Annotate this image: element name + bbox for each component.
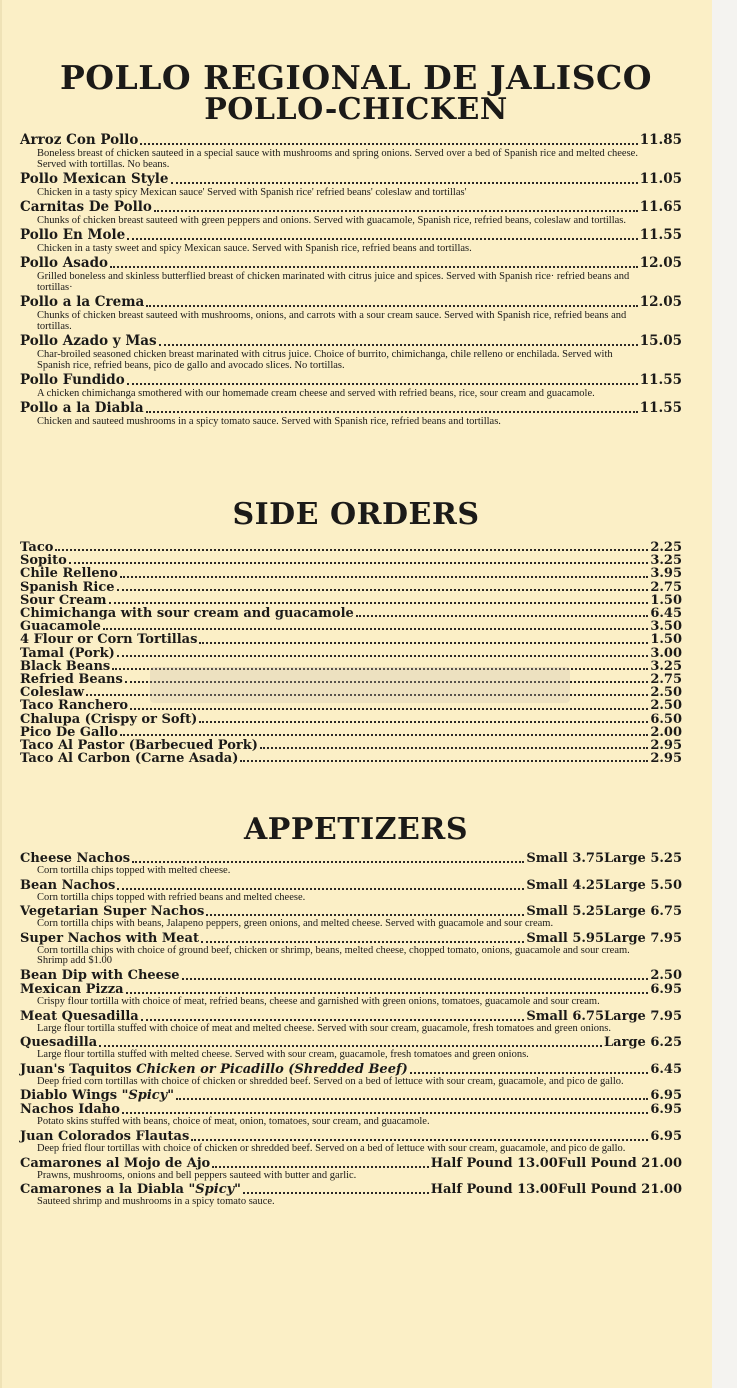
side-order-row: [20, 567, 682, 580]
appetizer-description: Crispy flour tortilla with choice of meat, refried beans, cheese and garnished with green onions, tomatoes, guacamole and sour cream.: [37, 995, 600, 1007]
item-name: Pollo a la Crema: [20, 294, 145, 310]
appetizer-price-large: Large 6.75: [604, 904, 682, 920]
appetizer-item: [20, 969, 682, 983]
item-name: Pollo Azado y Mas: [20, 333, 157, 349]
menu-item: [20, 334, 682, 371]
appetizer-price-large: Large 5.50: [604, 877, 682, 893]
appetizer-name-text: Juan Colorados Flautas: [20, 1128, 190, 1144]
appetizer-item: [20, 1130, 682, 1155]
appetizer-name: [20, 1063, 408, 1077]
menu-item: [20, 172, 682, 198]
menu-item-row: [20, 373, 682, 388]
appetizer-price: 6.95: [650, 1088, 682, 1104]
side-order-price: 3.95: [650, 566, 682, 582]
menu-item-row: [20, 334, 682, 349]
appetizer-name-text: Meat Quesadilla: [20, 1008, 139, 1024]
side-order-name: Taco: [20, 540, 54, 555]
side-order-price: 2.50: [650, 685, 682, 701]
appetizer-row: [20, 1063, 682, 1077]
appetizer-item: [20, 1089, 682, 1103]
appetizer-description: Corn tortilla chips topped with melted cheese.: [37, 865, 231, 876]
appetizer-name-text: Cheese Nachos: [20, 851, 131, 866]
dot-leader: [154, 210, 638, 212]
menu-item-row: [20, 256, 682, 271]
appetizer-item: [20, 1157, 682, 1182]
page-margin: [712, 0, 737, 1388]
appetizer-name-text: Super Nachos with Meat: [20, 930, 199, 946]
item-description: A chicken chimichanga smothered with our homemade cream cheese and served with refried beans, rice, sour cream and guacamole.: [37, 388, 595, 399]
page-title: POLLO REGIONAL DE JALISCO: [59, 58, 653, 97]
side-order-price: 6.45: [650, 606, 682, 622]
menu-item: [20, 256, 682, 293]
dot-leader: [69, 562, 649, 564]
section-title-side-orders: SIDE ORDERS: [232, 497, 480, 532]
menu-item-row: [20, 401, 682, 416]
dot-leader: [410, 1072, 649, 1074]
side-order-name: Tamal (Pork): [20, 645, 115, 661]
item-price: 12.05: [639, 294, 682, 310]
appetizer-name: [20, 1036, 97, 1050]
item-description: Grilled boneless and skinless butterflied breast of chicken marinated with citrus juice and spices. Served with Spanish rice· refried beans and tortillas·: [37, 271, 630, 293]
appetizer-name-text: Mexican Pizza: [20, 981, 124, 997]
appetizer-name-note: Chicken or Picadillo (Shredded Beef): [136, 1061, 408, 1077]
dot-leader: [117, 888, 524, 890]
side-order-name: 4 Flour or Corn Tortillas: [20, 632, 198, 648]
side-order-row: [20, 607, 682, 620]
appetizer-row: [20, 969, 682, 983]
dot-leader: [110, 266, 638, 268]
appetizer-price-large: Large 7.95: [604, 930, 682, 946]
side-order-name: Chile Relleno: [20, 566, 118, 582]
appetizer-name-text: Vegetarian Super Nachos: [20, 904, 205, 920]
appetizer-item: [20, 905, 682, 930]
item-name: Pollo a la Diabla: [20, 400, 144, 416]
appetizer-description: Potato skins stuffed with beans, choice of meat, onion, tomatoes, sour cream, and guacamole.: [37, 1116, 430, 1128]
section-title-chicken: POLLO-CHICKEN: [204, 92, 508, 127]
appetizer-description: Deep fried flour tortillas with choice of chicken or shredded beef. Served on a bed of lettuce with sour cream, guacamole, and pico de gallo.: [37, 1142, 626, 1154]
appetizer-name-text: Bean Dip with Cheese: [20, 967, 180, 983]
appetizer-description: Corn tortilla chips with beans, Jalapeno peppers, green onions, and melted cheese. Served with guacamole and sour cream.: [37, 918, 554, 930]
side-order-row: [20, 581, 682, 594]
dot-leader: [176, 1098, 648, 1100]
dot-leader: [240, 760, 648, 762]
side-order-row: [20, 752, 682, 765]
side-order-name: Refried Beans: [20, 672, 123, 688]
dot-leader: [130, 708, 648, 710]
dot-leader: [103, 628, 648, 630]
appetizer-name: [20, 1010, 139, 1024]
side-order-name: Spanish Rice: [20, 579, 115, 595]
appetizer-price-large: Full Pound 21.00: [557, 1182, 682, 1198]
appetizer-item: [20, 983, 682, 1008]
item-description: Char-broiled seasoned chicken breast marinated with citrus juice. Choice of burrito, chimichanga, chile relleno or enchilada. Served with Spanish rice, refried beans, pico de gallo and avocado slices. No tortillas.: [37, 349, 613, 371]
dot-leader: [127, 383, 638, 385]
appetizer-name-text: Juan's Taquitos: [20, 1061, 137, 1077]
appetizer-price: 2.50: [650, 967, 682, 983]
appetizer-price: 6.95: [650, 1102, 682, 1118]
dot-leader: [159, 344, 638, 346]
appetizer-name-text: Nachos Idaho: [20, 1102, 120, 1118]
side-order-price: 1.50: [650, 632, 682, 648]
appetizer-row: [20, 932, 682, 946]
appetizer-row: [20, 1103, 682, 1117]
appetizer-item: [20, 1010, 682, 1035]
appetizer-price: Half Pound 13.00: [430, 1182, 558, 1198]
menu-item: [20, 200, 682, 226]
dot-leader: [140, 143, 637, 145]
item-name: Arroz Con Pollo: [20, 132, 139, 148]
menu-item-row: [20, 200, 682, 215]
item-price: 11.55: [639, 400, 682, 416]
side-order-row: [20, 541, 682, 554]
side-order-price: 3.25: [650, 553, 682, 569]
appetizer-item: [20, 1036, 682, 1061]
appetizer-name: [20, 932, 199, 946]
dot-leader: [132, 861, 524, 863]
appetizers-list: [20, 852, 682, 1210]
dot-leader: [127, 238, 637, 240]
side-order-name: Taco Al Pastor (Barbecued Pork): [20, 738, 258, 754]
item-price: 11.55: [639, 372, 682, 388]
appetizer-row: [20, 879, 682, 893]
item-description: Chunks of chicken breast sauteed with mushrooms, onions, and carrots with a sour cream sauce. Served with Spanish rice, refried beans and tortillas.: [37, 310, 627, 332]
dot-leader: [182, 978, 649, 980]
menu-item: [20, 295, 682, 332]
dot-leader: [146, 305, 637, 307]
appetizer-row: [20, 1036, 682, 1050]
side-order-row: [20, 713, 682, 726]
appetizer-description: Prawns, mushrooms, onions and bell peppers sauteed with butter and garlic.: [37, 1169, 357, 1181]
item-price: 15.05: [639, 333, 682, 349]
side-order-name: Chalupa (Crispy or Soft): [20, 711, 198, 727]
dot-leader: [212, 1166, 428, 1168]
appetizer-price-large: Large 5.25: [604, 851, 682, 866]
appetizer-name: [20, 1089, 174, 1103]
dot-leader: [109, 602, 649, 604]
appetizer-item: [20, 1063, 682, 1088]
appetizer-description: Corn tortilla chips topped with refried beans and melted cheese.: [37, 891, 306, 903]
side-order-price: 2.00: [650, 724, 682, 740]
item-description: Boneless breast of chicken sauteed in a special sauce with mushrooms and spring onions. Served over a bed of Spanish rice and melted cheese. Served with tortillas. No beans.: [37, 148, 638, 170]
dot-leader: [117, 655, 649, 657]
appetizer-item: [20, 1103, 682, 1128]
item-price: 11.85: [639, 132, 682, 148]
side-order-name: Coleslaw: [20, 685, 85, 701]
appetizer-price: Small 3.75: [526, 851, 605, 866]
dot-leader: [199, 721, 648, 723]
side-order-row: [20, 633, 682, 646]
appetizer-row: [20, 1010, 682, 1024]
side-order-price: 6.50: [650, 711, 682, 727]
appetizer-name: [20, 905, 204, 919]
menu-item: [20, 228, 682, 254]
appetizer-item: [20, 852, 682, 877]
appetizer-price: 6.45: [650, 1061, 682, 1077]
appetizer-name-note: "Spicy": [188, 1182, 241, 1198]
dot-leader: [141, 1019, 525, 1021]
dot-leader: [55, 549, 648, 551]
side-order-price: 3.00: [650, 645, 682, 661]
side-order-price: 2.75: [650, 579, 682, 595]
appetizer-item: [20, 879, 682, 904]
appetizer-row: [20, 1183, 682, 1197]
section-title-appetizers: APPETIZERS: [244, 812, 468, 847]
appetizer-name: [20, 1157, 210, 1171]
side-order-name: Taco Al Carbon (Carne Asada): [20, 751, 239, 767]
item-name: Pollo Fundido: [20, 372, 125, 388]
appetizer-description: Deep fried corn tortillas with choice of chicken or shredded beef. Served on a bed of lettuce with sour cream, guacamole, and pico de gallo.: [37, 1075, 624, 1087]
appetizer-price: Large 6.25: [604, 1035, 682, 1051]
appetizer-price: Small 4.25: [526, 877, 605, 893]
item-name: Carnitas De Pollo: [20, 199, 152, 215]
item-name: Pollo Asado: [20, 255, 109, 271]
item-description: Chicken in a tasty spicy Mexican sauce' Served with Spanish rice' refried beans' coleslaw and tortillas': [37, 187, 467, 198]
appetizer-row: [20, 1157, 682, 1171]
side-order-name: Sopito: [20, 553, 67, 569]
menu-item: [20, 401, 682, 427]
dot-leader: [191, 1139, 648, 1141]
chicken-menu-list: [20, 133, 682, 429]
appetizer-name: [20, 1183, 241, 1197]
item-price: 12.05: [639, 255, 682, 271]
dot-leader: [260, 747, 648, 749]
appetizer-item: [20, 932, 682, 967]
item-price: 11.05: [639, 171, 682, 187]
menu-item-row: [20, 228, 682, 243]
item-description: Chunks of chicken breast sauteed with green peppers and onions. Served with guacamole, Spanish rice, refried beans, coleslaw and tortillas.: [37, 215, 626, 226]
appetizer-row: [20, 852, 682, 866]
appetizer-name-text: Camarones al Mojo de Ajo: [20, 1155, 211, 1171]
appetizer-name: [20, 969, 180, 983]
appetizer-description: Sauteed shrimp and mushrooms in a spicy tomato sauce.: [37, 1196, 275, 1208]
appetizer-name: [20, 1130, 189, 1144]
dot-leader: [126, 992, 649, 994]
appetizer-price: Small 5.95: [526, 930, 605, 946]
appetizer-name-text: Quesadilla: [20, 1035, 98, 1051]
side-order-name: Sour Cream: [20, 592, 107, 608]
side-order-name: Guacamole: [20, 619, 101, 635]
dot-leader: [120, 734, 648, 736]
appetizer-description: Large flour tortilla stuffed with choice of meat and melted cheese. Served with sour cream, guacamole, fresh tomatoes and green onions.: [37, 1022, 611, 1034]
side-orders-list: [20, 541, 682, 765]
side-order-name: Taco Ranchero: [20, 698, 129, 714]
appetizer-name: [20, 879, 115, 893]
appetizer-description: Corn tortilla chips with choice of ground beef, chicken or shrimp, beans, melted cheese, chopped tomato, onions, guacamole and sour cream. Shrimp add $1.00: [37, 944, 630, 967]
menu-item-row: [20, 295, 682, 310]
appetizer-price: 6.95: [650, 981, 682, 997]
dot-leader: [356, 615, 649, 617]
item-price: 11.55: [639, 227, 682, 243]
menu-item-row: [20, 133, 682, 148]
appetizer-price: Half Pound 13.00: [430, 1155, 558, 1171]
dot-leader: [206, 914, 524, 916]
appetizer-price: Small 5.25: [526, 904, 605, 920]
menu-item: [20, 133, 682, 170]
appetizer-description: Large flour tortilla stuffed with melted cheese. Served with sour cream, guacamole, fresh tomatoes and green onions.: [37, 1049, 529, 1061]
appetizer-name-text: Diablo Wings: [20, 1088, 122, 1104]
appetizer-name-text: Camarones a la Diabla: [20, 1182, 189, 1198]
menu-item-row: [20, 172, 682, 187]
dot-leader: [201, 941, 524, 943]
appetizer-item: [20, 1183, 682, 1208]
side-order-price: 2.95: [650, 738, 682, 754]
appetizer-name: [20, 983, 124, 997]
dot-leader: [117, 589, 649, 591]
appetizer-price: Small 6.75: [526, 1008, 605, 1024]
appetizer-row: [20, 983, 682, 997]
appetizer-name-note: "Spicy": [121, 1088, 174, 1104]
appetizer-name-text: Bean Nachos: [20, 877, 116, 893]
appetizer-row: [20, 1130, 682, 1144]
appetizer-price: 6.95: [650, 1128, 682, 1144]
appetizer-price-large: Large 7.95: [604, 1008, 682, 1024]
dot-leader: [99, 1045, 602, 1047]
item-description: Chicken in a tasty sweet and spicy Mexican sauce. Served with Spanish rice, refried beans and tortillas.: [37, 243, 472, 254]
dot-leader: [243, 1192, 429, 1194]
side-order-price: 2.50: [650, 698, 682, 714]
dot-leader: [171, 182, 638, 184]
side-order-price: 1.50: [650, 592, 682, 608]
dot-leader: [122, 1112, 648, 1114]
watermark: [150, 667, 570, 703]
item-description: Chicken and sauteed mushrooms in a spicy tomato sauce. Served with Spanish rice, refried beans and tortillas.: [37, 416, 501, 427]
side-order-row: [20, 554, 682, 567]
side-order-price: 2.95: [650, 751, 682, 767]
side-order-row: [20, 647, 682, 660]
appetizer-name: [20, 852, 130, 866]
side-order-price: 3.25: [650, 658, 682, 674]
item-price: 11.65: [639, 199, 682, 215]
side-order-name: Pico De Gallo: [20, 724, 118, 740]
side-order-name: Black Beans: [20, 658, 111, 674]
dot-leader: [120, 576, 649, 578]
side-order-price: 3.50: [650, 619, 682, 635]
appetizer-row: [20, 1089, 682, 1103]
appetizer-row: [20, 905, 682, 919]
dot-leader: [146, 411, 638, 413]
side-order-price: 2.75: [650, 672, 682, 688]
side-order-name: Chimichanga with sour cream and guacamole: [20, 606, 354, 622]
dot-leader: [199, 642, 648, 644]
item-name: Pollo Mexican Style: [20, 171, 169, 187]
appetizer-name: [20, 1103, 120, 1117]
side-order-price: 2.25: [650, 540, 682, 555]
menu-item: [20, 373, 682, 399]
appetizer-price-large: Full Pound 21.00: [557, 1155, 682, 1171]
item-name: Pollo En Mole: [20, 227, 126, 243]
